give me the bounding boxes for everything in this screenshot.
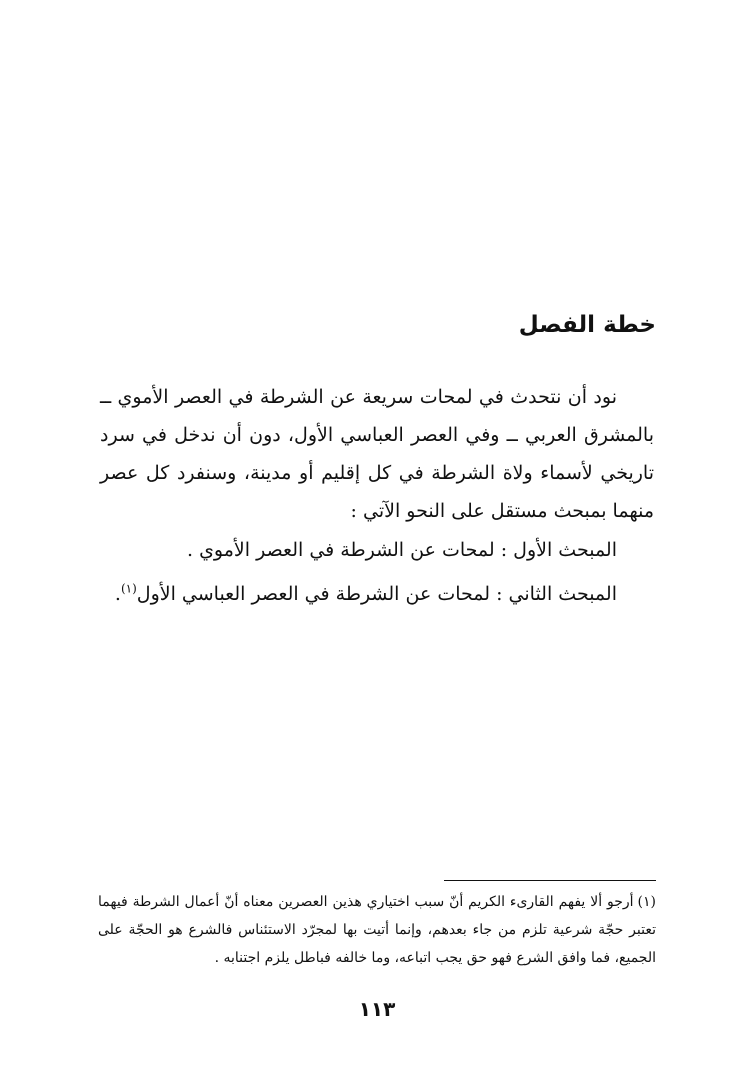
section-2-text: المبحث الثاني : لمحات عن الشرطة في العصر العباسي الأول — [136, 583, 617, 605]
footnote-number: (١) — [637, 894, 656, 910]
page-number: ١١٣ — [358, 997, 396, 1021]
section-item-1 — [100, 528, 654, 572]
footnote — [98, 888, 656, 972]
section-2-end: . — [114, 583, 121, 605]
footnote-text: أرجو ألا يفهم القارىء الكريم أنّ سبب اختياري هذين العصرين معناه أنّ أعمال الشرطة فيهما تعتبر حجّة شرعية تلزم من جاء بعدهم، وإنما أتيت بها لمجرّد الاستئناس فالشرع هو الحجّة على الجميع، فما وافق الشرع فهو حق يجب اتباعه، وما خالفه فباطل يلزم اجتنابه . — [98, 894, 656, 966]
sections-list — [100, 528, 654, 616]
footnote-separator — [444, 880, 656, 881]
section-item-2 — [100, 572, 654, 616]
section-1-text: المبحث الأول : لمحات عن الشرطة في العصر الأموي . — [186, 539, 617, 561]
intro-paragraph: نود أن نتحدث في لمحات سريعة عن الشرطة في العصر الأموي ــ بالمشرق العربي ــ وفي العصر العباسي الأول، دون أن ندخل في سرد تاريخي لأسماء ولاة الشرطة في كل إقليم أو مدينة، وسنفرد كل عصر منهما بمبحث مستقل على النحو الآتي : — [100, 386, 654, 522]
chapter-plan-heading: خطة الفصل — [518, 312, 656, 338]
footnote-reference[interactable]: (١) — [120, 581, 137, 596]
